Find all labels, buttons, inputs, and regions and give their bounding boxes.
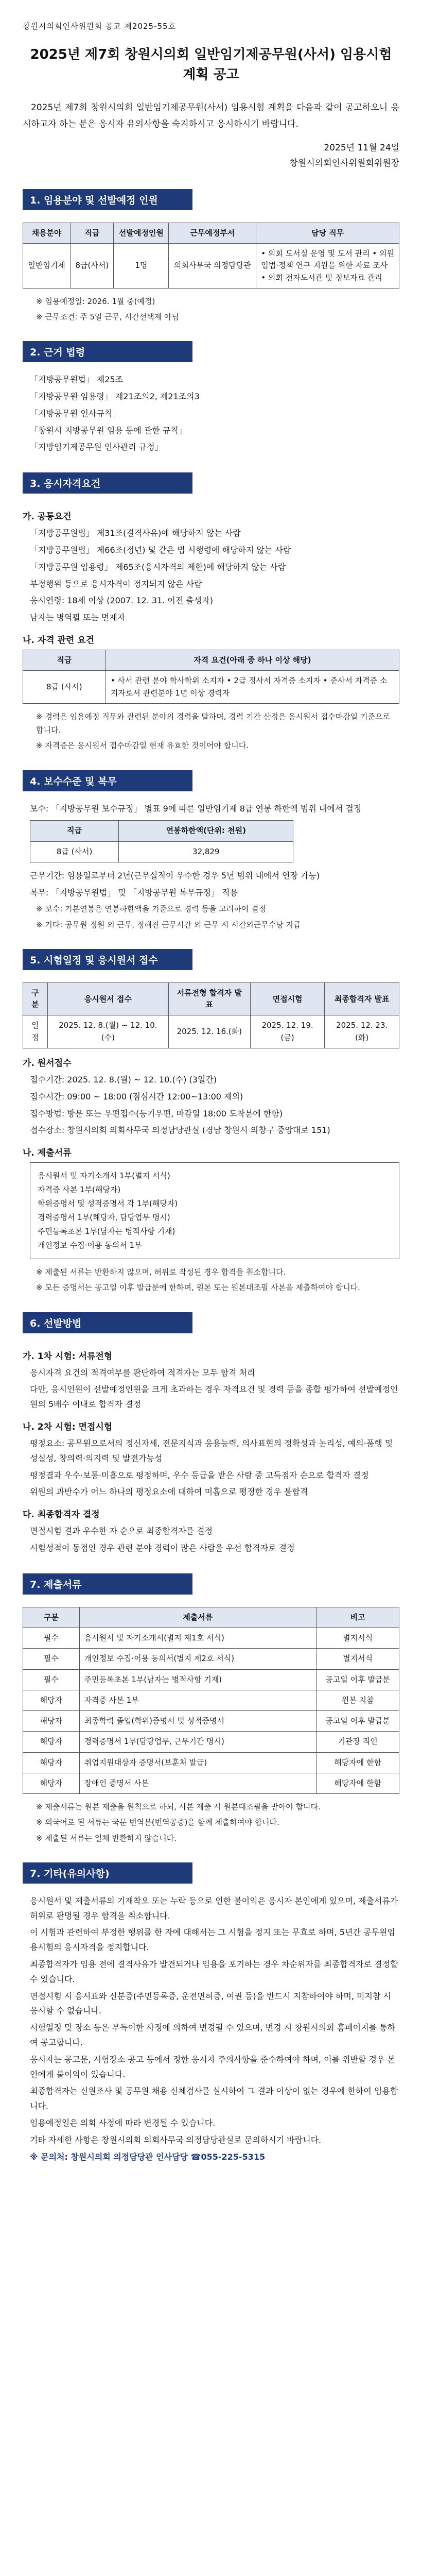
list-item: 남자는 병역필 또는 면제자 (30, 613, 126, 623)
section-heading: 6. 선발방법 (23, 1312, 192, 1333)
table-cell: 장애인 증명서 사본 (79, 1773, 316, 1793)
section-heading: 3. 응시자격요건 (23, 472, 192, 494)
table-cell: 공고일 이후 발급분 (316, 1669, 399, 1690)
table-cell: 응시원서 및 자기소개서(별지 제1호 서식) (79, 1628, 316, 1649)
documents-table (23, 1607, 399, 1794)
table-header: 직급 (71, 223, 114, 243)
list-item: 평정결과 우수·보통·미흡으로 평정하며, 우수 등급을 받은 사람 중 고득점자 순으로 합격자 결정 (30, 1470, 369, 1480)
table-cell: 해당자 (23, 1752, 80, 1773)
list-item: 응시연령: 18세 이상 (2007. 12. 31. 이전 출생자) (30, 596, 214, 606)
list-item: 「지방공무원 인사규칙」 (30, 408, 121, 418)
table-header: 제출서류 (79, 1607, 316, 1628)
table-header: 구분 (23, 1607, 80, 1628)
section-heading: 7. 기타(유의사항) (23, 1862, 192, 1884)
table-header: 담당 직무 (256, 223, 399, 243)
list-item: 주민등록초본 1부(남자는 병적사항 기재) (38, 1227, 175, 1236)
section-heading: 1. 임용분야 및 선발예정 인원 (23, 189, 192, 210)
table-header: 응시원서 접수 (47, 982, 168, 1015)
table-cell: 주민등록초본 1부(남자는 병적사항 기재) (79, 1669, 316, 1690)
list-item: 이 시험과 관련하여 부정한 행위를 한 자에 대해서는 그 시험을 정지 또는 무효로 하며, 5년간 공무원임용시험의 응시자격을 정지합니다. (30, 1927, 395, 1953)
table-cell: 해당자에 한함 (316, 1773, 399, 1793)
section-selection (23, 1312, 399, 1556)
list-item: 「지방공무원법」 제66조(정년) 및 같은 법 시행령에 해당하지 않는 사람 (30, 545, 291, 555)
table-cell: 최종학력 졸업(학위)증명서 및 성적증명서 (79, 1711, 316, 1732)
table-cell: 2025. 12. 8.(월) ~ 12. 10.(수) (47, 1015, 168, 1048)
section-schedule (23, 949, 399, 1295)
list-item: 보수: 「지방공무원 보수규정」 별표 9에 따른 일반임기제 8급 연봉 하한액 범위 내에서 결정 (30, 803, 362, 814)
section-heading: 2. 근거 법령 (23, 341, 192, 362)
list-item: 부정행위 등으로 응시자격이 정지되지 않은 사람 (30, 579, 202, 589)
page-title: 2025년 제7회 창원시의회 일반임기제공무원(사서) 임용시험 계획 공고 (30, 47, 392, 82)
table-cell: 필수 (23, 1649, 80, 1669)
table-cell: 별지서식 (316, 1649, 399, 1669)
table-row (23, 1628, 399, 1649)
positions-table (23, 223, 399, 289)
list-item: 「지방공무원법」 제31조(결격사유)에 해당하지 않는 사람 (30, 528, 241, 538)
table-row (23, 1732, 399, 1752)
requirements-table (23, 650, 399, 704)
list-item: 면접시험 시 응시표와 신분증(주민등록증, 운전면허증, 여권 등)을 반드시 지참하여야 하며, 미지참 시 응시할 수 없습니다. (30, 1991, 391, 2016)
list-item: 면접시험 결과 우수한 자 순으로 최종합격자를 결정 (30, 1526, 213, 1536)
table-cell: 공고일 이후 발급분 (316, 1711, 399, 1732)
list-item: 「지방공무원 임용령」 제21조의2, 제21조의3 (30, 392, 200, 402)
list-item: 응시원서 및 자기소개서 1부(별지 서식) (38, 1171, 170, 1181)
schedule-table (23, 982, 399, 1048)
section-positions (23, 189, 399, 324)
table-header: 연봉하한액(단위: 천원) (119, 821, 293, 841)
note: ※ 제출된 서류는 일체 반환하지 않습니다. (36, 1833, 177, 1843)
list-item: 시험일정 및 장소 등은 부득이한 사정에 의하여 변경될 수 있으며, 변경 시 창원시의회 홈페이지를 통하여 공고합니다. (30, 2023, 395, 2047)
section-notice (23, 1862, 399, 2165)
doc-number: 창원시의회인사위원회 공고 제2025-55호 (23, 22, 177, 31)
list-item: 근무기간: 임용일로부터 2년(근무실적이 우수한 경우 5년 범위 내에서 연장 가능) (30, 870, 320, 880)
table-row (23, 244, 399, 289)
table-cell: 개인정보 수집·이용 동의서(별지 제2호 서식) (79, 1649, 316, 1669)
table-header: 선발예정인원 (114, 223, 169, 243)
contact-info: ※ 문의처: 창원시의회 의정담당관 인사담당 ☎055-225-5315 (30, 2151, 266, 2162)
list-item: 「창원시 지방공무원 임용 등에 관한 규칙」 (30, 425, 187, 435)
note: ※ 외국어로 된 서류는 국문 번역본(번역공증)을 함께 제출하여야 합니다. (36, 1818, 279, 1827)
section-heading: 5. 시험일정 및 응시원서 접수 (23, 949, 192, 970)
table-cell: 필수 (23, 1669, 80, 1690)
list-item: 접수방법: 방문 또는 우편접수(등기우편, 마감일 18:00 도착분에 한함) (30, 1108, 283, 1118)
subheading: 가. 1차 시험: 서류전형 (23, 1351, 113, 1362)
table-row (23, 671, 399, 704)
list-item: 최종합격자가 임용 전에 결격사유가 발견되거나 임용을 포기하는 경우 차순위자를 최종합격자로 결정할 수 있습니다. (30, 1959, 398, 1984)
table-row (23, 1015, 399, 1048)
note: ※ 임용예정일: 2026. 1월 중(예정) (36, 296, 155, 306)
list-item: 복무: 「지방공무원법」 및 「지방공무원 복무규정」 적용 (30, 887, 238, 897)
table-cell: 일정 (23, 1015, 48, 1048)
table-header: 구분 (23, 982, 48, 1015)
note: ※ 보수: 기본연봉은 연봉하한액을 기준으로 경력 등을 고려하여 결정 (36, 904, 266, 914)
note: ※ 제출서류는 원본 제출을 원칙으로 하되, 사본 제출 시 원본대조필을 받아야 합니다. (36, 1802, 321, 1812)
table-row (23, 1690, 399, 1710)
table-cell: 2025. 12. 19.(금) (250, 1015, 325, 1048)
list-item: 기타 자세한 사항은 창원시의회 의회사무국 의정담당관실로 문의하시기 바랍니다. (30, 2134, 322, 2145)
table-cell: 해당자 (23, 1773, 80, 1793)
table-cell: • 사서 관련 분야 학사학위 소지자 • 2급 정사서 자격증 소지자 • 준사서 자격증 소지자로서 관련분야 1년 이상 경력자 (106, 671, 399, 704)
table-header: 면접시험 (250, 982, 325, 1015)
subheading: 나. 제출서류 (23, 1148, 72, 1159)
intro-paragraph: 2025년 제7회 창원시의회 일반임기제공무원(사서) 임용시험 계획을 다음과 같이 공고하오니 응시하고자 하는 분은 응시자 유의사항을 숙지하시고 응시하시기 바랍니다. (23, 103, 399, 130)
table-cell: 8급(사서) (71, 244, 114, 289)
table-row (30, 841, 293, 862)
list-item: 접수장소: 창원시의회 의회사무국 의정담당관실 (경남 창원시 의창구 중앙대로 151) (30, 1125, 330, 1136)
note: ※ 기타: 공무원 정원 외 근무, 정해진 근무시간 외 근무 시 시간외근무수당 지급 (36, 920, 301, 929)
table-header: 채용분야 (23, 223, 71, 243)
list-item: 자격증 사본 1부(해당자) (38, 1185, 121, 1195)
section-legal-basis (23, 341, 399, 455)
table-cell: 원본 지참 (316, 1690, 399, 1710)
table-cell: 해당자에 한함 (316, 1752, 399, 1773)
section-heading: 7. 제출서류 (23, 1573, 192, 1595)
note: ※ 제출된 서류는 반환하지 않으며, 허위로 작성된 경우 합격을 취소합니다. (36, 1267, 286, 1277)
table-cell: 별지서식 (316, 1628, 399, 1649)
note: ※ 경력은 임용예정 직무와 관련된 분야의 경력을 말하며, 경력 기간 산정은 응시원서 접수마감일 기준으로 합니다. (36, 711, 390, 735)
table-row (23, 1711, 399, 1732)
table-cell: 해당자 (23, 1711, 80, 1732)
section-eligibility (23, 472, 399, 752)
table-cell: 2025. 12. 23.(화) (325, 1015, 399, 1048)
list-item: 시험성적이 동점인 경우 관련 분야 경력이 많은 사람을 우선 합격자로 결정 (30, 1543, 295, 1553)
table-row (23, 1752, 399, 1773)
list-item: 응시원서 및 제출서류의 기재착오 또는 누락 등으로 인한 불이익은 응시자 본인에게 있으며, 제출서류가 허위로 판명될 경우 합격을 취소합니다. (30, 1895, 398, 1921)
table-cell: 취업지원대상자 증명서(보훈처 발급) (79, 1752, 316, 1773)
note: ※ 자격증은 응시원서 접수마감일 현재 유효한 것이어야 합니다. (36, 741, 249, 751)
list-item: 학위증명서 및 성적증명서 각 1부(해당자) (38, 1199, 178, 1209)
table-cell: 해당자 (23, 1690, 80, 1710)
table-cell: 의회사무국 의정담당관 (169, 244, 256, 289)
section-heading: 4. 보수수준 및 복무 (23, 770, 192, 791)
table-cell: 32,829 (119, 841, 293, 862)
list-item: 최종합격자는 신원조사 및 공무원 채용 신체검사를 실시하여 그 결과 이상이 없는 경우에 한하여 임용합니다. (30, 2086, 398, 2111)
list-item: 임용예정일은 의회 사정에 따라 변경될 수 있습니다. (30, 2117, 216, 2128)
list-item: 「지방임기제공무원 인사관리 규정」 (30, 442, 163, 452)
section-pay (23, 770, 399, 931)
subheading: 나. 2차 시험: 면접시험 (23, 1422, 113, 1433)
table-row (23, 1773, 399, 1793)
table-cell: 해당자 (23, 1732, 80, 1752)
list-item: 다만, 응시인원이 선발예정인원을 크게 초과하는 경우 자격요건 및 경력 등을 종합 평가하여 선발예정인원의 5배수 이내로 합격자 결정 (30, 1384, 398, 1410)
table-header: 자격 요건(아래 중 하나 이상 해당) (106, 650, 399, 671)
table-header: 최종합격자 발표 (325, 982, 399, 1015)
table-row (23, 1669, 399, 1690)
table-cell: 기관장 직인 (316, 1732, 399, 1752)
list-item: 평정요소: 공무원으로서의 정신자세, 전문지식과 응용능력, 의사표현의 정확성과 논리성, 예의·품행 및 성실성, 창의력·의지력 및 발전가능성 (30, 1438, 393, 1463)
table-header: 직급 (23, 650, 106, 671)
table-header: 서류전형 합격자 발표 (168, 982, 250, 1015)
issue-block (23, 140, 399, 172)
list-item: 경력증명서 1부(해당자, 담당업무 명시) (38, 1213, 170, 1223)
table-cell: 필수 (23, 1628, 80, 1649)
table-cell: 8급 (사서) (23, 671, 106, 704)
subheading: 나. 자격 관련 요건 (23, 635, 95, 646)
table-cell: 일반임기제 (23, 244, 71, 289)
list-item: 응시자는 공고문, 시험장소 공고 등에서 정한 응시자 주의사항을 준수하여야 하며, 이를 위반할 경우 본인에게 불이익이 있습니다. (30, 2054, 395, 2079)
table-cell: 8급 (사서) (30, 841, 119, 862)
table-cell: • 의회 도서실 운영 및 도서 관리 • 의원 입법·정책 연구 지원을 위한 자료 조사 • 의회 전자도서관 및 정보자료 관리 (256, 244, 399, 289)
subheading: 가. 공통요건 (23, 512, 72, 522)
list-item: 위원의 과반수가 어느 하나의 평정요소에 대하여 미흡으로 평정한 경우 불합격 (30, 1487, 308, 1497)
documents-box (30, 1162, 399, 1259)
issuer: 창원시의회인사위원회위원장 (289, 158, 399, 169)
table-cell: 1명 (114, 244, 169, 289)
list-item: 「지방공무원법」 제25조 (30, 375, 124, 385)
note: ※ 모든 증명서는 공고일 이후 발급분에 한하며, 원본 또는 원본대조필 사본을 제출하여야 합니다. (36, 1283, 360, 1293)
list-item: 「지방공무원 임용령」 제65조(응시자격의 제한)에 해당하지 않는 사람 (30, 562, 286, 572)
table-cell: 2025. 12. 16.(화) (168, 1015, 250, 1048)
table-cell: 자격증 사본 1부 (79, 1690, 316, 1710)
section-documents (23, 1573, 399, 1845)
table-header: 비고 (316, 1607, 399, 1628)
pay-table (30, 820, 293, 862)
note: ※ 근무조건: 주 5일 근무, 시간선택제 아님 (36, 312, 179, 322)
issue-date: 2025년 11월 24일 (324, 142, 399, 153)
table-row (23, 1649, 399, 1669)
list-item: 접수기간: 2025. 12. 8.(월) ~ 12. 10.(수) (3일간) (30, 1074, 217, 1084)
subheading: 다. 최종합격자 결정 (23, 1510, 100, 1520)
table-cell: 경력증명서 1부(담당업무, 근무기간 명시) (79, 1732, 316, 1752)
list-item: 응시자격 요건의 적격여부를 판단하여 적격자는 모두 합격 처리 (30, 1367, 255, 1378)
subheading: 가. 원서접수 (23, 1058, 72, 1069)
table-header: 직급 (30, 821, 119, 841)
table-header: 근무예정부서 (169, 223, 256, 243)
list-item: 접수시간: 09:00 ~ 18:00 (점심시간 12:00~13:00 제외) (30, 1091, 243, 1101)
list-item: 개인정보 수집·이용 동의서 1부 (38, 1241, 142, 1250)
